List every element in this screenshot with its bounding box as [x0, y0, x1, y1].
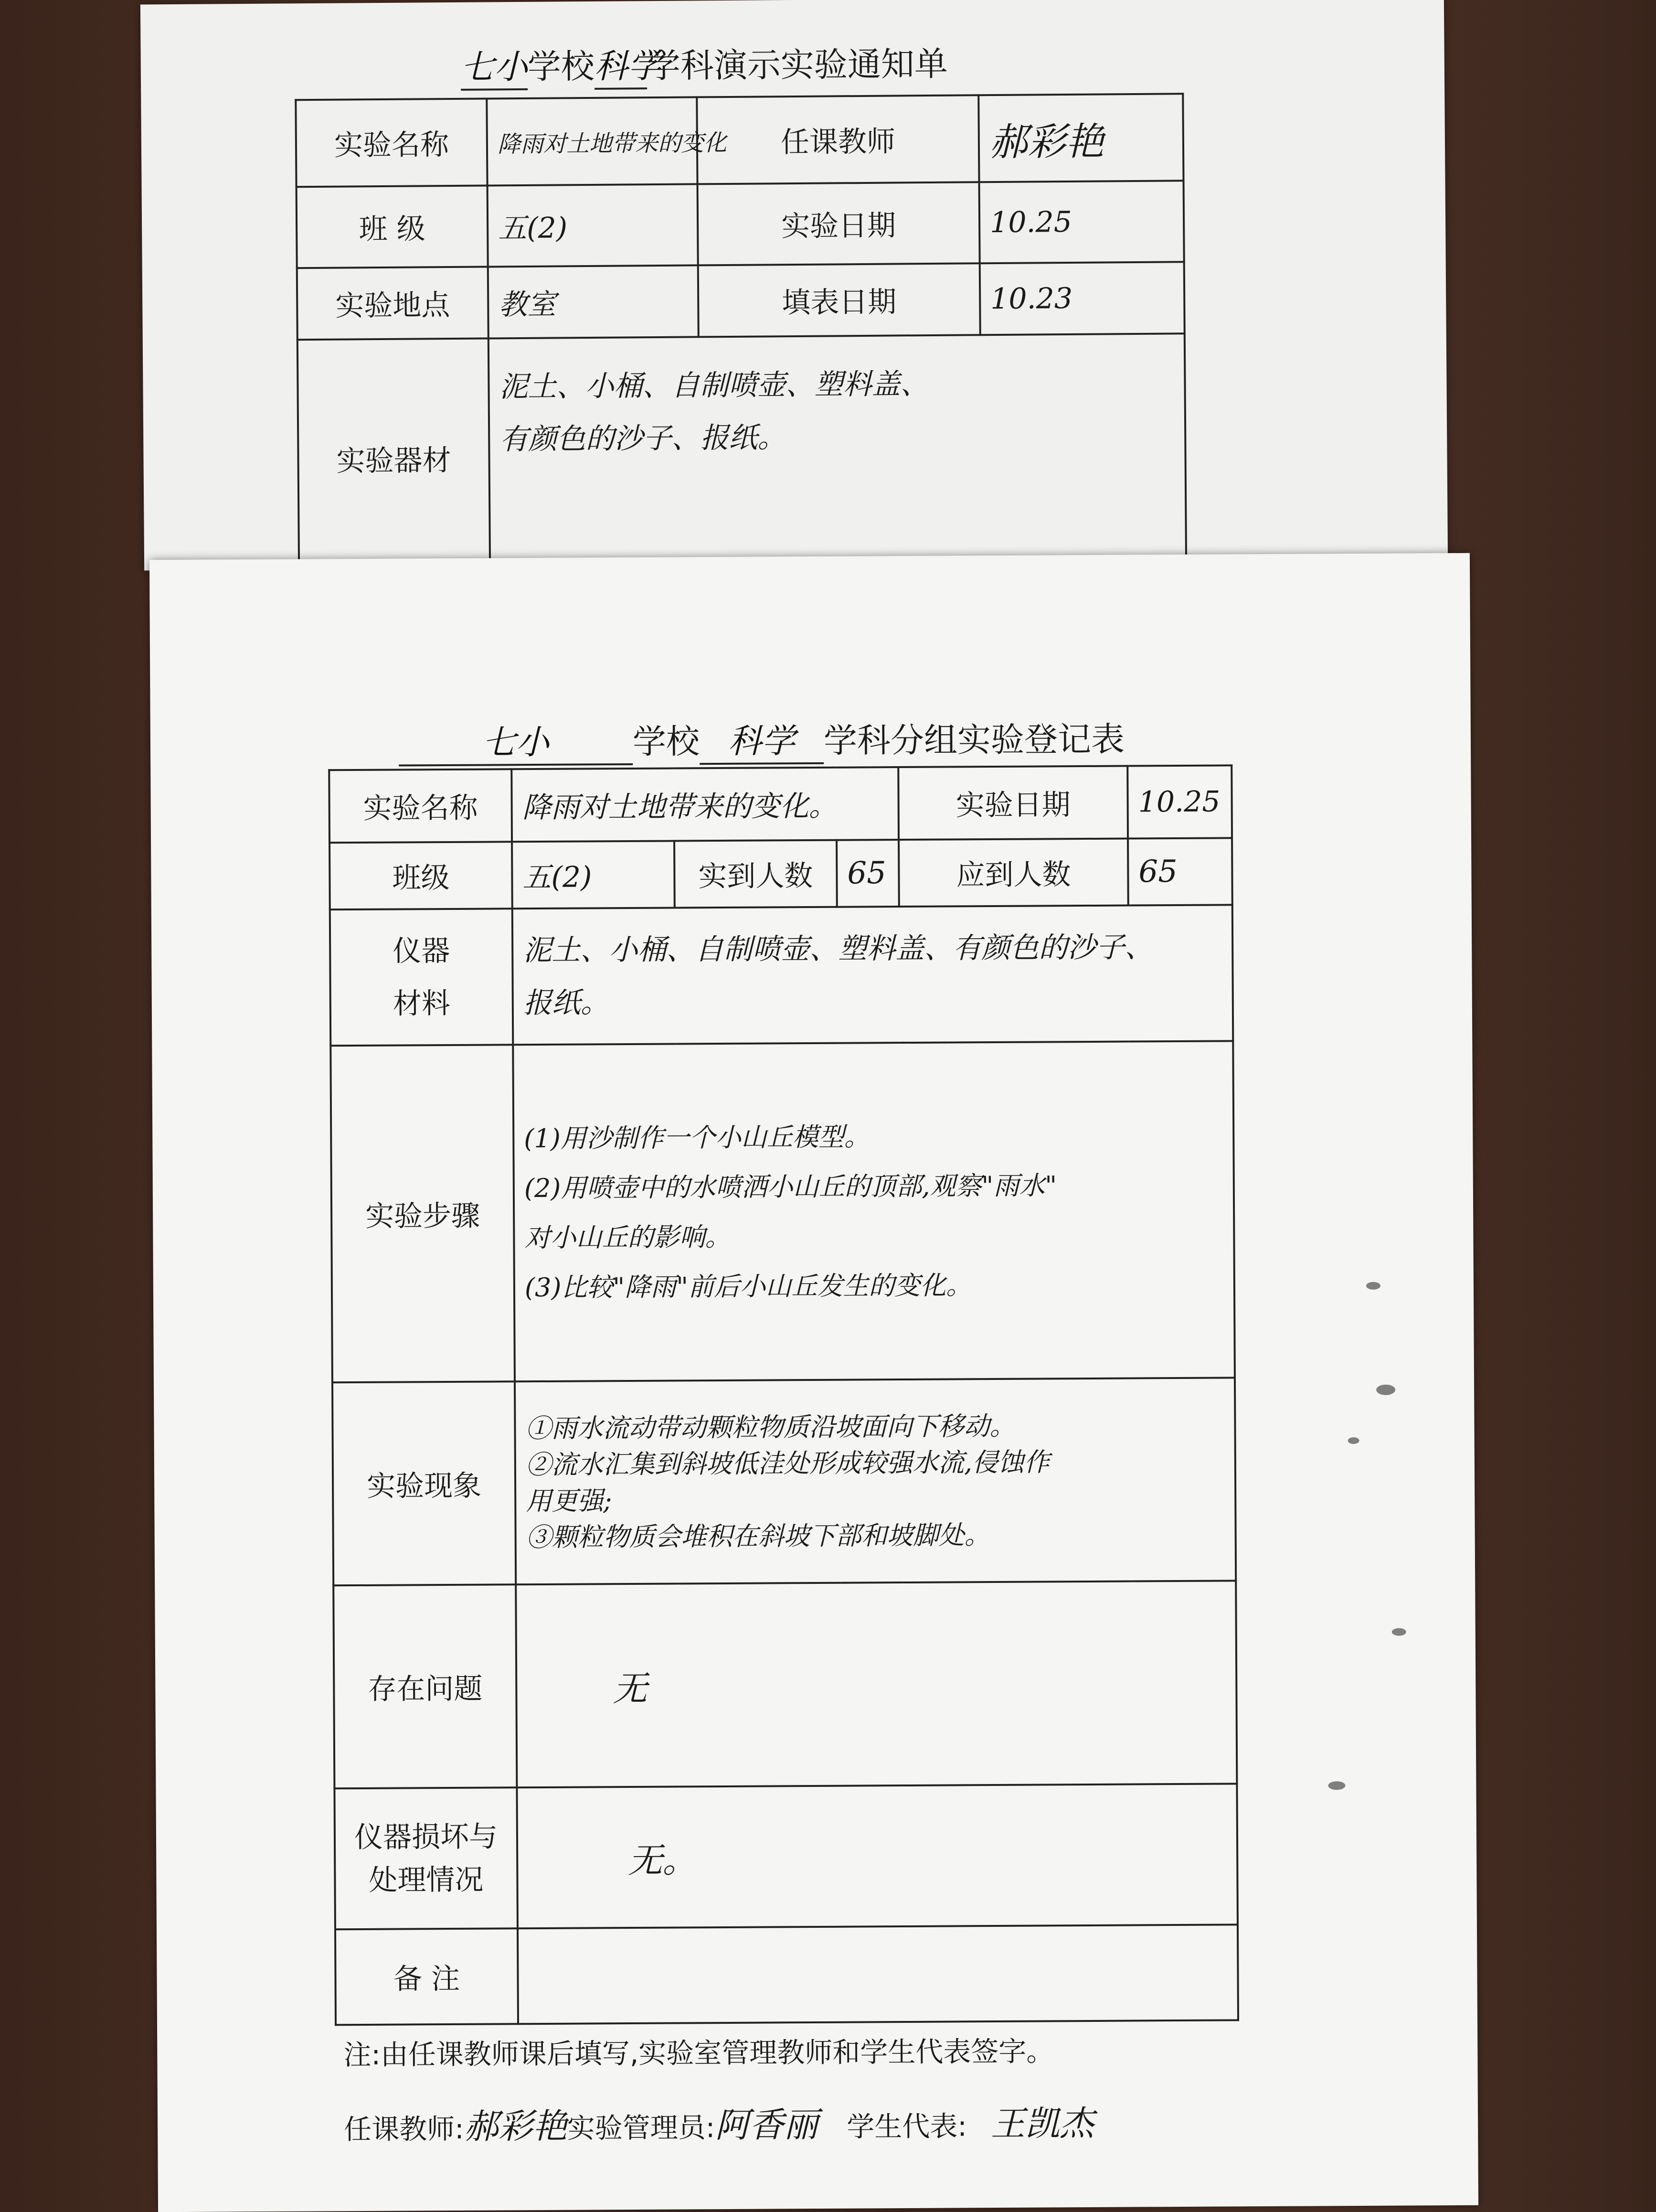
register-subject: 科学	[700, 714, 824, 765]
notice-date-label: 实验日期	[698, 182, 980, 265]
register-class-label: 班级	[329, 842, 512, 909]
register-name-value: 降雨对土地带来的变化。	[511, 767, 899, 842]
register-steps-line: (1)用沙制作一个小山丘模型。	[524, 1121, 870, 1154]
student-signature: 王凯杰	[990, 2103, 1094, 2144]
register-row-instruments	[330, 905, 1233, 1046]
notice-date-value: 10.25	[979, 181, 1184, 263]
notice-title-mid: 学校	[527, 46, 595, 86]
notice-equipment-value	[488, 333, 1186, 577]
register-phenomena-value	[515, 1378, 1236, 1584]
notice-row-name	[296, 94, 1183, 187]
register-problems-label: 存在问题	[333, 1584, 517, 1788]
notice-equipment-line: 泥土、小桶、自制喷壶、塑料盖、	[499, 367, 929, 404]
teacher-signature: 郝彩艳	[464, 2105, 567, 2147]
notice-row-class	[297, 181, 1184, 268]
register-school: 七小	[399, 715, 633, 767]
notice-table	[295, 93, 1187, 579]
register-instrument-label	[330, 908, 513, 1046]
register-steps-line: 对小山丘的影响。	[524, 1221, 731, 1253]
notice-title	[460, 37, 948, 91]
admin-label: 实验管理员:	[567, 2111, 715, 2145]
admin-signature: 阿香丽	[715, 2104, 818, 2146]
register-remarks-value	[518, 1924, 1238, 2024]
notice-title-end: 学科演示实验通知单	[647, 44, 948, 86]
register-expected-label: 应到人数	[899, 839, 1128, 907]
register-phenomena-label: 实验现象	[332, 1381, 516, 1585]
register-phenomena-line: ③颗粒物质会堆积在斜坡下部和坡脚处。	[526, 1519, 990, 1552]
register-row-name	[329, 765, 1232, 843]
notice-school: 七小	[460, 40, 528, 91]
register-row-remarks	[335, 1924, 1238, 2025]
register-steps-line: (3)比较"降雨"前后小山丘发生的变化。	[524, 1270, 972, 1303]
register-note: 注:由任课教师课后填写,实验室管理教师和学生代表签字。	[343, 2035, 1054, 2072]
notice-name-value: 降雨对土地带来的变化	[487, 97, 697, 185]
register-table	[328, 764, 1239, 2026]
register-row-problems	[333, 1581, 1237, 1788]
register-phenomena-line: 用更强;	[526, 1485, 612, 1516]
notice-row-equipment	[297, 333, 1186, 578]
register-sheet	[149, 553, 1478, 2212]
notice-fill-date-value: 10.23	[980, 262, 1185, 335]
notice-class-value: 五(2)	[488, 184, 698, 267]
register-signatures	[344, 2095, 1094, 2149]
register-steps-value	[513, 1041, 1235, 1381]
teacher-label: 任课教师:	[343, 2112, 464, 2146]
register-damage-label	[334, 1787, 518, 1929]
register-title	[399, 713, 1125, 767]
register-instrument-label-1: 仪器	[393, 934, 450, 968]
ink-speck	[1376, 1385, 1395, 1395]
notice-subject: 科学	[594, 39, 647, 90]
ink-speck	[1392, 1628, 1406, 1636]
register-class-value: 五(2)	[512, 841, 675, 909]
register-title-mid: 学校	[632, 722, 700, 761]
notice-equipment-line: 有颜色的沙子、报纸。	[499, 421, 786, 457]
register-instrument-value	[512, 905, 1233, 1045]
student-label: 学生代表:	[847, 2110, 967, 2143]
register-title-end: 学科分组实验登记表	[823, 719, 1125, 760]
register-instrument-line: 报纸。	[523, 985, 610, 1020]
notice-teacher-label: 任课教师	[697, 95, 979, 184]
register-steps-line: (2)用喷壶中的水喷洒小山丘的顶部,观察"雨水"	[524, 1170, 1057, 1203]
ink-speck	[1366, 1282, 1380, 1290]
register-damage-value: 无。	[517, 1784, 1238, 1928]
register-steps-label: 实验步骤	[330, 1045, 515, 1382]
register-phenomena-line: ②流水汇集到斜坡低洼处形成较强水流,侵蚀作	[525, 1446, 1050, 1480]
register-row-steps	[330, 1041, 1235, 1382]
register-instrument-line: 泥土、小桶、自制喷壶、塑料盖、有颜色的沙子、	[523, 930, 1154, 967]
notice-location-value: 教室	[488, 265, 699, 338]
register-phenomena-line: ①雨水流动带动颗粒物质沿坡面向下移动。	[525, 1411, 1016, 1443]
notice-sheet	[140, 0, 1448, 571]
notice-name-label: 实验名称	[296, 98, 487, 187]
register-damage-label-1: 仪器损坏与	[354, 1819, 498, 1854]
register-present-label: 实到人数	[674, 840, 837, 908]
register-date-value: 10.25	[1127, 765, 1232, 838]
register-remarks-label: 备 注	[335, 1928, 518, 2025]
register-name-label: 实验名称	[329, 769, 512, 843]
register-row-phenomena	[332, 1378, 1236, 1585]
ink-speck	[1328, 1781, 1345, 1790]
notice-teacher-value: 郝彩艳	[978, 94, 1183, 182]
register-instrument-label-2: 材料	[393, 986, 451, 1021]
register-row-damage	[334, 1784, 1238, 1929]
ink-speck	[1348, 1437, 1359, 1444]
register-row-class	[329, 838, 1232, 909]
notice-location-label: 实验地点	[297, 267, 488, 340]
register-expected-value: 65	[1128, 838, 1232, 905]
notice-equipment-label: 实验器材	[297, 338, 490, 578]
register-present-value: 65	[837, 840, 899, 907]
register-date-label: 实验日期	[898, 766, 1128, 840]
notice-row-location	[297, 262, 1185, 340]
register-damage-label-2: 处理情况	[369, 1863, 484, 1897]
notice-class-label: 班 级	[297, 185, 488, 268]
notice-fill-date-label: 填表日期	[698, 263, 980, 337]
register-problems-value: 无	[516, 1581, 1237, 1787]
